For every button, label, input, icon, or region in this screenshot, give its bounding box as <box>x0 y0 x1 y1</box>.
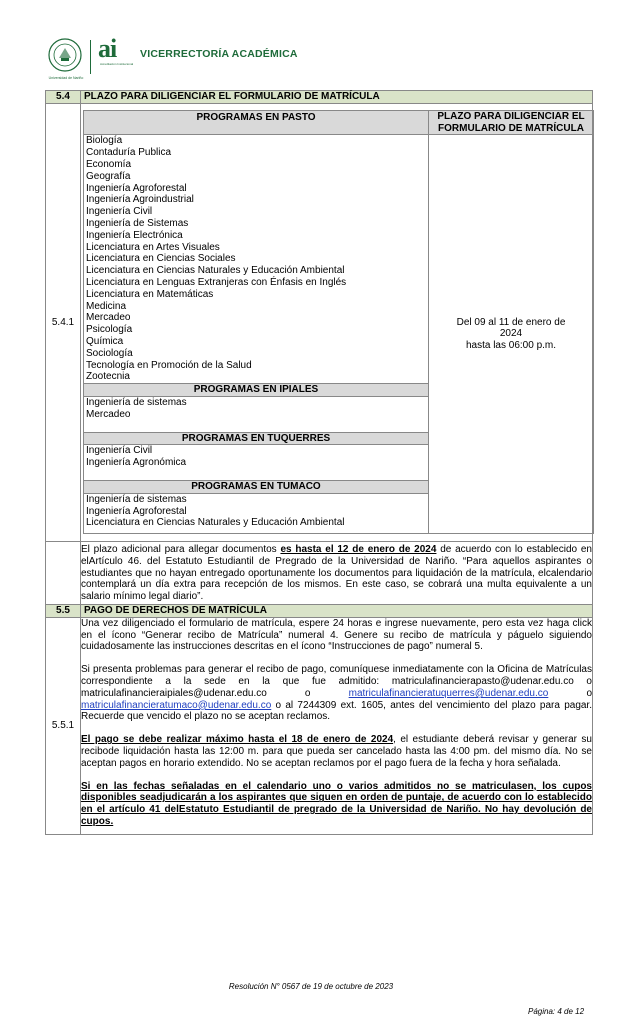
office-title: VICERRECTORÍA ACADÉMICA <box>140 48 298 60</box>
section-number: 5.5 <box>46 605 81 618</box>
row-number: 5.5.1 <box>46 617 81 834</box>
section-title: PAGO DE DERECHOS DE MATRÍCULA <box>81 605 593 618</box>
document-body <box>45 90 593 835</box>
deadline-time: hasta las 06:00 p.m. <box>465 340 557 352</box>
programs-tumaco-list <box>84 493 429 533</box>
list-item: Medicina <box>86 300 127 312</box>
list-item: Ingeniería de Sistemas <box>86 217 189 229</box>
list-item: Licenciatura en Lenguas Extranjeras con Énfasis en Inglés <box>86 276 347 288</box>
list-item: Contaduría Publica <box>86 147 172 159</box>
accreditation-logo: ai <box>98 34 117 63</box>
row-5-5-1 <box>46 617 593 834</box>
header-divider <box>90 40 91 74</box>
programs-pasto-list <box>84 135 429 384</box>
list-item: Química <box>86 335 124 347</box>
page-number: Página: 4 de 12 <box>528 1007 585 1016</box>
list-item: Ingeniería de sistemas <box>86 493 187 505</box>
list-item: Biología <box>86 135 123 147</box>
additional-deadline-note: El plazo adicional para allegar documentos es hasta el 12 de enero de 2024 de acuerdo con lo establecido en elArtículo 46. del Estatuto Estudiantil de Pregrado de la Universidad de Nariño. “Para aquellos aspirantes o estudiantes que no hayan entregado oportunamente los documentos para liquidación de la matrícula, elcalendario contemplará un día extra para recepción de los mismos. En este caso, se cobrará una multa equivalente a un salario mínimo legal diario”. <box>81 542 593 605</box>
list-item: Licenciatura en Ciencias Sociales <box>86 253 236 265</box>
header-programs-tuquerres: PROGRAMAS EN TUQUERRES <box>84 432 429 445</box>
programs-tuquerres-list <box>84 445 429 481</box>
programs-ipiales-list <box>84 396 429 432</box>
list-item: Licenciatura en Ciencias Naturales y Educación Ambiental <box>86 517 345 529</box>
list-item: Licenciatura en Artes Visuales <box>86 241 220 253</box>
list-item: Zootecnia <box>86 371 130 383</box>
list-item: Ingeniería de sistemas <box>86 396 187 408</box>
tumaco-email-link[interactable]: matriculafinancieratumaco@udenar.edu.co <box>81 699 272 711</box>
list-item: Licenciatura en Matemáticas <box>86 288 214 300</box>
header-programs-ipiales: PROGRAMAS EN IPIALES <box>84 384 429 397</box>
university-seal-icon <box>48 38 82 72</box>
list-item: Mercadeo <box>86 312 131 324</box>
payment-deadline-paragraph: El pago se debe realizar máximo hasta el 18 de enero de 2024, el estudiante deberá revisar y generar su recibode liquidación hasta las 12:00 m. para que pueda ser cancelado hasta las 4:00 pm. del mismo día. No se aceptan pagos en horario extendido. No se aceptan reclamos por el pago fuera de la fecha y hora señalada. <box>81 734 592 769</box>
section-number: 5.4 <box>46 91 81 104</box>
calendar-table <box>45 90 593 835</box>
header-programs-pasto: PROGRAMAS EN PASTO <box>84 110 429 135</box>
list-item: Mercadeo <box>86 408 131 420</box>
payment-instructions-paragraph: Una vez diligenciado el formulario de matrícula, espere 24 horas e ingrese nuevamente, pero esta vez haga click en el ícono “Generar recibo de Matrícula” numeral 4. Genere su recibo de matrícula y páguelo siguiendo cuidadosamente las instrucciones descritas en el ícono “Instrucciones de pago” numeral 5. <box>81 617 592 653</box>
tuquerres-email-link[interactable]: matriculafinancieratuquerres@udenar.edu.co <box>348 687 549 699</box>
accreditation-logo-subtitle: Acreditación Institucional <box>100 62 134 66</box>
deadline-cell <box>429 135 594 534</box>
payment-deadline-date: El pago se debe realizar máximo hasta el 18 de enero de 2024 <box>81 734 394 746</box>
section-5-4-header <box>46 91 593 104</box>
deadline-year: 2024 <box>499 328 523 340</box>
row-number: 5.4.1 <box>46 103 81 541</box>
programs-table <box>83 110 594 534</box>
list-item: Licenciatura en Ciencias Naturales y Educación Ambiental <box>86 265 345 277</box>
deadline-dates: Del 09 al 11 de enero de <box>456 316 566 328</box>
list-item: Ingeniería Civil <box>86 445 153 457</box>
list-item: Economía <box>86 158 132 170</box>
section-5-5-header <box>46 605 593 618</box>
list-item: Geografía <box>86 170 131 182</box>
list-item: Sociología <box>86 347 133 359</box>
header-programs-tumaco: PROGRAMAS EN TUMACO <box>84 480 429 493</box>
seal-caption: Universidad de Nariño <box>48 76 84 80</box>
page-header <box>48 34 588 80</box>
list-item: Ingeniería Agroforestal <box>86 505 187 517</box>
resolution-footer: Resolución N° 0567 de 19 de octubre de 2023 <box>228 982 394 991</box>
section-title: PLAZO PARA DILIGENCIAR EL FORMULARIO DE MATRÍCULA <box>81 91 593 104</box>
list-item: Ingeniería Electrónica <box>86 229 183 241</box>
list-item: Psicología <box>86 324 133 336</box>
additional-deadline-date: es hasta el 12 de enero de 2024 <box>280 544 437 556</box>
header-deadline: PLAZO PARA DILIGENCIAR EL FORMULARIO DE MATRÍCULA <box>429 110 594 135</box>
list-item: Ingeniería Agronómica <box>86 457 187 469</box>
list-item: Ingeniería Agroforestal <box>86 182 187 194</box>
seat-allocation-paragraph: Si en las fechas señaladas en el calendario uno o varios admitidos no se matriculasen, los cupos disponibles seadjudicarán a los aspirantes que siguen en orden de puntaje, de acuerdo con lo establecido en el artículo 41 delEstatuto Estudiantil de pregrado de la Universidad de Nariño. No hay devolución de cupos. <box>81 780 592 828</box>
row-5-4-note <box>46 542 593 605</box>
row-5-4-1 <box>46 103 593 541</box>
list-item: Tecnología en Promoción de la Salud <box>86 359 252 371</box>
list-item: Ingeniería Agroindustrial <box>86 194 194 206</box>
payment-problems-paragraph: Si presenta problemas para generar el recibo de pago, comuníquese inmediatamente con la Oficina de Matrículas correspondiente a la sede en la que fue admitido: matriculafinancierapasto@udenar.edu.co o matriculafinancieraipiales@udenar.edu.co o matriculafinancieratuquerres@udenar.edu.co o matriculafinancieratumaco@udenar.edu.co o al 7244309 ext. 1605, antes del vencimiento del plazo para pagar. Recuerde que vencido el plazo no se aceptan reclamos. <box>81 664 593 723</box>
list-item: Ingeniería Civil <box>86 206 153 218</box>
